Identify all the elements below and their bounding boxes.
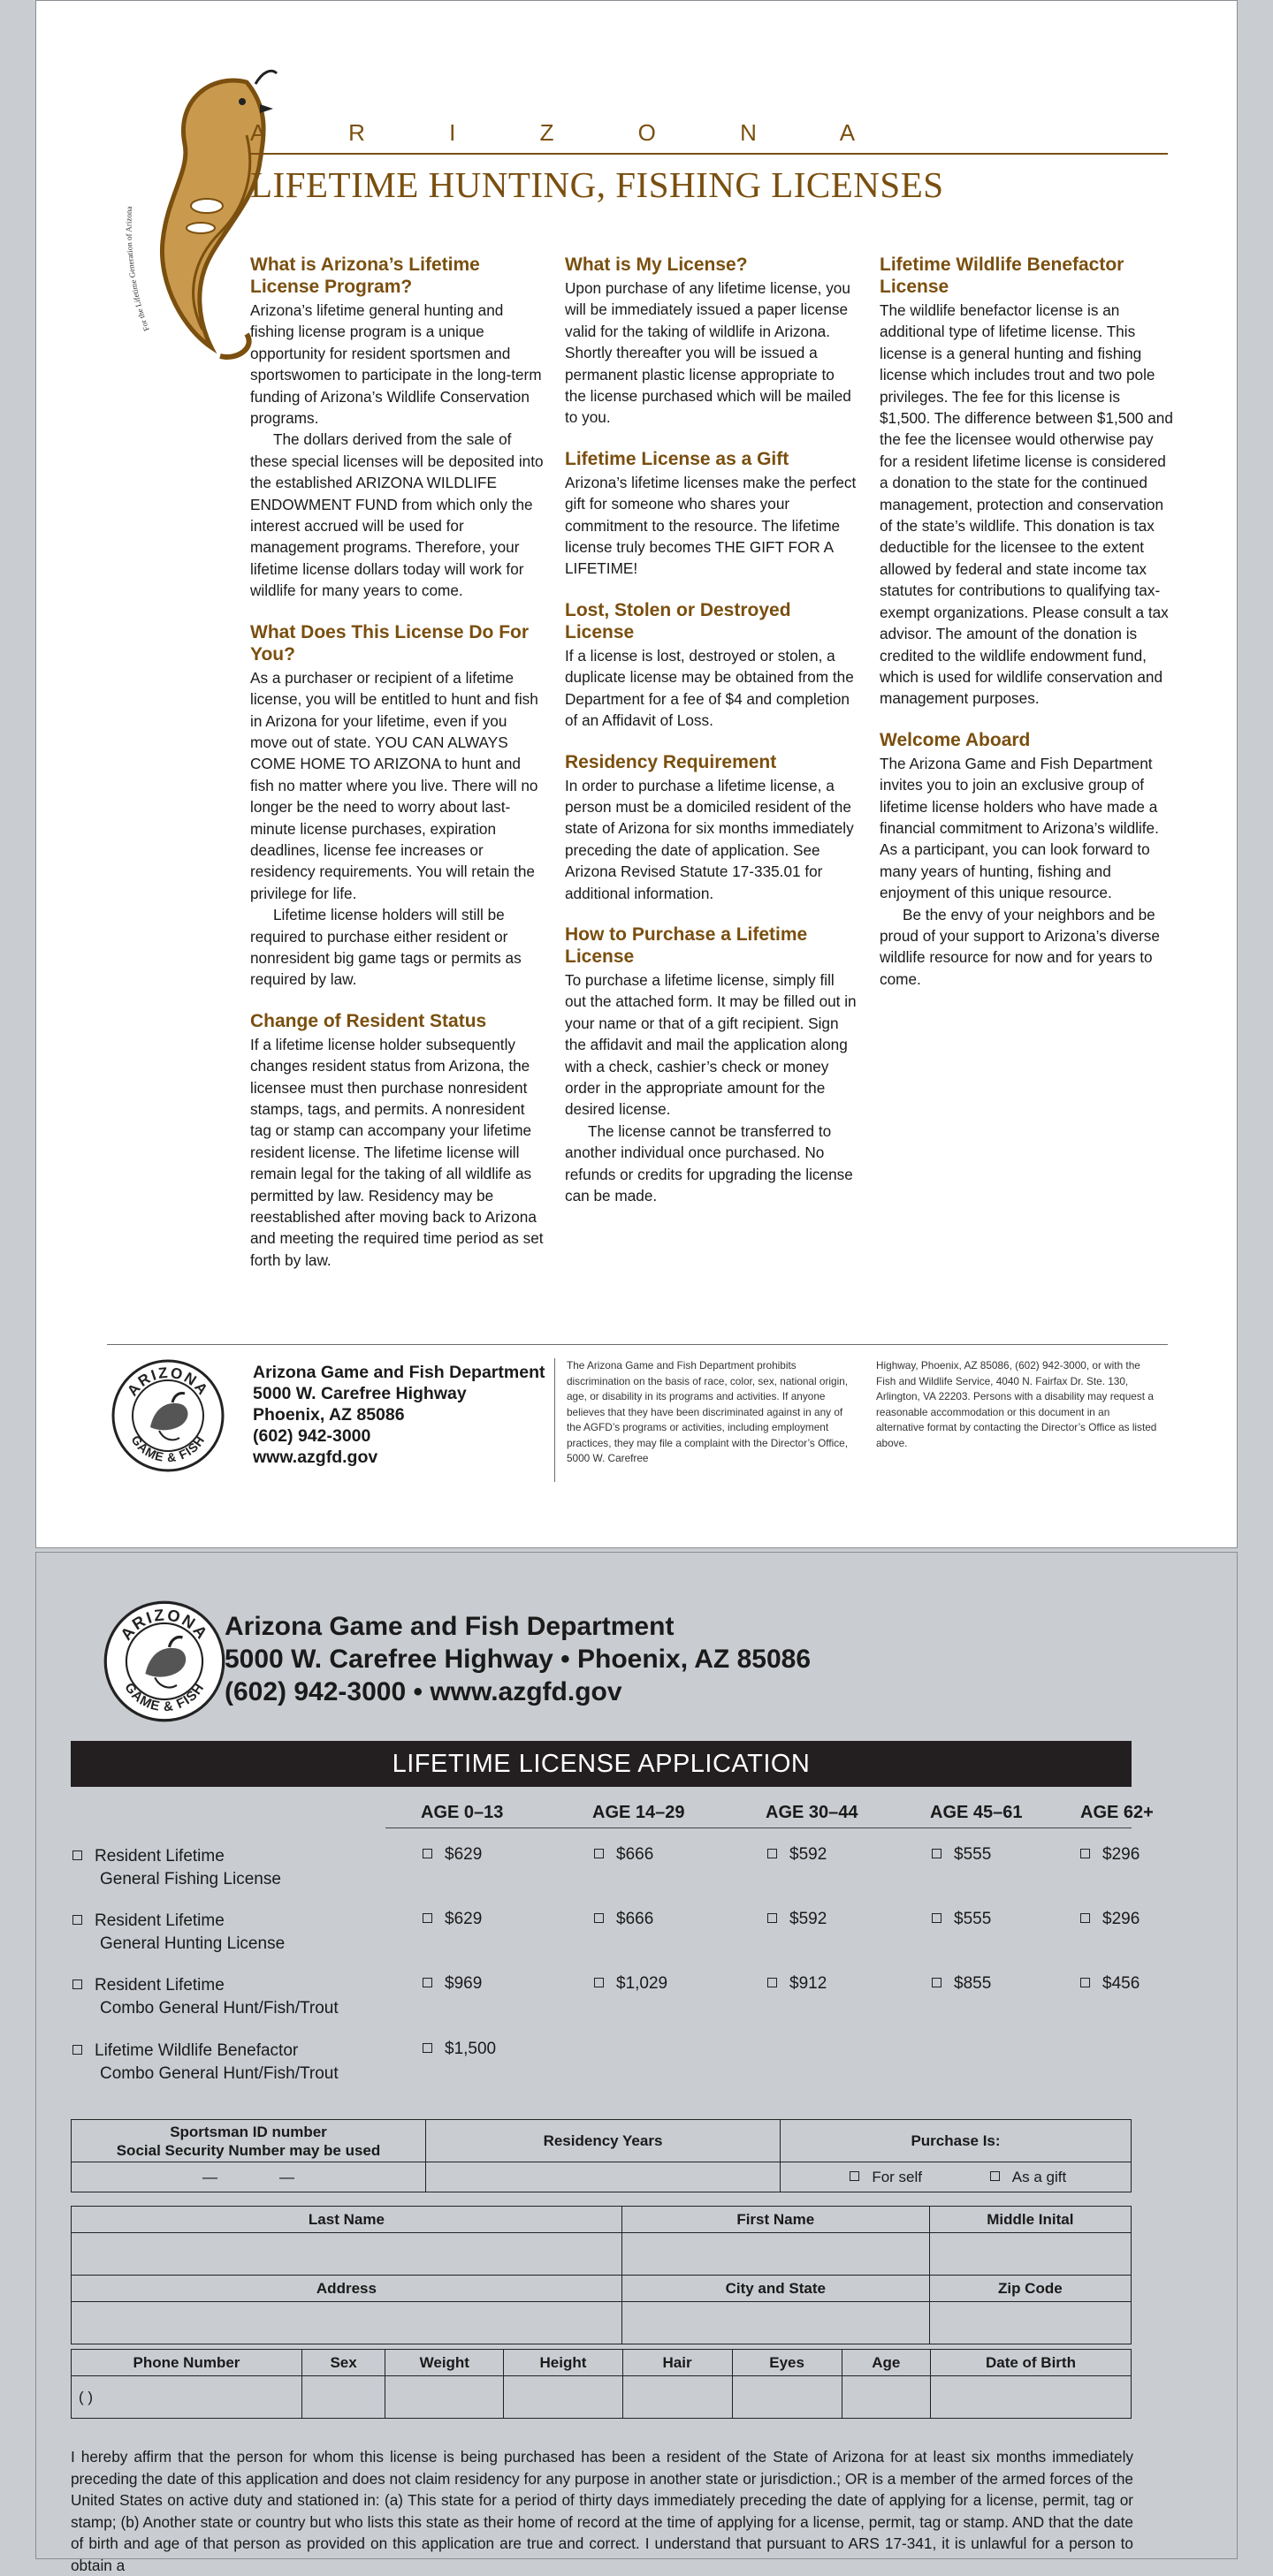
as-gift-option[interactable]: As a gift: [926, 2162, 1132, 2192]
paragraph: The license cannot be transferred to another individual once purchased. No refunds or credits for upgrading the license can be made.: [565, 1121, 853, 1204]
first-name-label: First Name: [621, 2207, 929, 2233]
price-option[interactable]: $296: [1080, 1845, 1140, 1865]
street-address: 5000 W. Carefree Highway: [253, 1384, 467, 1403]
section: [565, 448, 858, 580]
price-option[interactable]: $456: [1080, 1974, 1140, 1994]
price-option[interactable]: $666: [594, 1910, 653, 1929]
phone-field[interactable]: ( ): [72, 2376, 302, 2419]
price-option[interactable]: $592: [767, 1910, 827, 1929]
section-heading: Lifetime License as a Gift: [565, 448, 789, 469]
price-option[interactable]: $296: [1080, 1910, 1140, 1929]
section: [880, 729, 1173, 990]
middle-initial-label: Middle Inital: [929, 2207, 1131, 2233]
affirmation-text: I hereby affirm that the person for whom this license is being purchased has been a resident of the State of Arizona for at least six months immediately preceding the date of this application and does not claim residency for any purpose in another state or jurisdiction.; OR is a member of the armed forces of the United States on active duty and stationed in: (a) This state for a period of thirty days immediately preceding the date of applying for a license, permit, tag or stamp; (b) Another state or country but who lists this state as their home of record at the time of applying for a license, permit, tag or stamp. AND that the date of birth and age of that person as provided on this application are true and correct. I understand that pursuant to ARS 17-341, it is unlawful for a person to obtain a: [71, 2448, 1133, 2574]
price-option[interactable]: $912: [767, 1974, 827, 1994]
paragraph: If a lifetime license holder subsequently changes resident status from Arizona, the licensee must then purchase nonresident stamps, tags, and permits. A nonresident tag or stamp can accompany your lifetime resident license. The lifetime license will remain legal for the taking of all wildlife as permitted by law. Residency may be reestablished after moving back to Arizona and meeting the required time period as set forth by law.: [250, 1035, 544, 1269]
section: [565, 599, 858, 732]
paragraph: In order to purchase a lifetime license, a person must be a domiciled resident of the state of Arizona for six months immediately preceding the date of application. See Arizona Revised Statute 17-335.01 for additional information.: [565, 776, 854, 902]
zip-code-field[interactable]: [929, 2302, 1131, 2344]
age-header-30-44: AGE 30–44: [766, 1803, 858, 1822]
paragraph: Arizona’s lifetime general hunting and fishing license program is a unique opportunity for resident sportsmen and sportswomen to participate in the long-term funding of Arizona’s Wildlife Conservation programs.: [250, 301, 542, 428]
dob-label: Date of Birth: [930, 2350, 1131, 2376]
paragraph: The dollars derived from the sale of these special licenses will be deposited into the established ARIZONA WILDLIFE ENDOWMENT FUND from which only the interest accrued will be used for management programs. Therefore, your lifetime license dollars today will work for wildlife for many years to come.: [250, 430, 544, 600]
sportsman-id-label: Sportsman ID number Social Security Number may be used: [72, 2120, 426, 2162]
section-heading: Welcome Aboard: [880, 729, 1031, 750]
middle-initial-field[interactable]: [929, 2233, 1131, 2276]
section: [250, 254, 544, 602]
price-option[interactable]: $629: [423, 1845, 482, 1865]
price-option[interactable]: $555: [932, 1910, 991, 1929]
sportsman-id-field[interactable]: — —: [72, 2162, 426, 2192]
license-name: Lifetime Wildlife Benefactor: [95, 2041, 299, 2060]
section-heading: What Does This License Do For You?: [250, 621, 530, 665]
license-subname: General Fishing License: [100, 1870, 281, 1888]
residency-years-label: Residency Years: [426, 2120, 781, 2162]
hair-label: Hair: [622, 2350, 732, 2376]
brochure-page: [35, 0, 1238, 1548]
column-2: [565, 254, 858, 1226]
application-form-top: [71, 2119, 1132, 2192]
age-header-62-plus: AGE 62+: [1080, 1803, 1154, 1822]
price-option[interactable]: $969: [423, 1974, 482, 1994]
price-option[interactable]: $629: [423, 1910, 482, 1929]
title-divider: [250, 153, 1168, 155]
section: [565, 254, 858, 429]
sex-field[interactable]: [301, 2376, 385, 2419]
paragraph: The wildlife benefactor license is an additional type of lifetime license. This license is a general hunting and fishing license which includes trout and two pole privileges. The fee for this license is $1,500. The difference between $1,500 and the fee the licensee would otherwise pay for a resident lifetime license is considered a donation to the state for the continued management, protection and conservation of the state’s wildlife. This donation is tax deductible for the licensee to the extent allowed by federal and state income tax statutes for contributions to qualifying tax-exempt organizations. Please consult a tax advisor. The amount of the donation is credited to the wildlife endowment fund, which is used for wildlife conservation and management purposes.: [880, 301, 1173, 708]
age-header-14-29: AGE 14–29: [592, 1803, 685, 1822]
license-subname: Combo General Hunt/Fish/Trout: [100, 2064, 339, 2083]
height-label: Height: [504, 2350, 622, 2376]
paragraph: Be the envy of your neighbors and be proud of your support to Arizona’s diverse wildlife resource for now and for years to come.: [880, 905, 1160, 988]
section: [565, 751, 858, 904]
application-header-address: [225, 1610, 811, 1708]
section-heading: What is Arizona’s Lifetime License Program?: [250, 255, 480, 297]
checkbox[interactable]: [72, 1850, 82, 1860]
phone-website: (602) 942-3000 • www.azgfd.gov: [225, 1677, 622, 1706]
svg-text:For the Lifetime Generation of: For the Lifetime Generation of Arizona: [124, 206, 151, 333]
application-form-name: [71, 2206, 1132, 2344]
column-1: [250, 254, 544, 1290]
section-heading: Change of Resident Status: [250, 1010, 487, 1031]
section: [880, 254, 1173, 710]
paragraph: The Arizona Game and Fish Department invites you to join an exclusive group of lifetime license holders who have made a financial commitment to Arizona’s wildlife. As a participant, you can look forward to many years of hunting, fishing and enjoyment of this unique resource.: [880, 754, 1159, 902]
residency-years-field[interactable]: [426, 2162, 781, 2192]
first-name-field[interactable]: [621, 2233, 929, 2276]
license-option-hunting[interactable]: [72, 1910, 285, 1956]
eyes-field[interactable]: [732, 2376, 842, 2419]
license-subname: Combo General Hunt/Fish/Trout: [100, 1999, 339, 2017]
dob-field[interactable]: [930, 2376, 1131, 2419]
svg-text:GAME & FISH: GAME & FISH: [121, 1680, 208, 1715]
license-name: Resident Lifetime: [95, 1976, 225, 1995]
section-heading: Lifetime Wildlife Benefactor License: [880, 255, 1124, 297]
column-3: [880, 254, 1173, 1009]
phone-label: Phone Number: [72, 2350, 302, 2376]
last-name-label: Last Name: [72, 2207, 622, 2233]
address-label: Address: [72, 2276, 622, 2302]
arizona-wordmark: A R I Z O N A: [250, 119, 895, 146]
page-title: LIFETIME HUNTING, FISHING LICENSES: [250, 164, 944, 205]
license-option-combo[interactable]: [72, 1974, 339, 2020]
section-heading: What is My License?: [565, 255, 748, 275]
age-header-45-61: AGE 45–61: [930, 1803, 1023, 1822]
eyes-label: Eyes: [732, 2350, 842, 2376]
zip-code-label: Zip Code: [929, 2276, 1131, 2302]
license-subname: General Hunting License: [100, 1934, 286, 1953]
phone-number: (602) 942-3000: [253, 1426, 371, 1446]
website-link[interactable]: www.azgfd.gov: [253, 1448, 378, 1467]
price-option[interactable]: $1,500: [423, 2040, 496, 2059]
age-field[interactable]: [842, 2376, 930, 2419]
org-name: Arizona Game and Fish Department: [225, 1612, 675, 1641]
address-field[interactable]: [72, 2302, 622, 2344]
price-option[interactable]: $855: [932, 1974, 991, 1994]
paragraph: As a purchaser or recipient of a lifetime license, you will be entitled to hunt and fish in Arizona for your lifetime, even if you move out of state. YOU CAN ALWAYS COME HOME TO ARIZONA to hunt and fish no matter where you live. There will no longer be the need to worry about last-minute license purchases, expiration deadlines, license fee increases or residency requirements. You will retain the privilege for life.: [250, 668, 538, 902]
nondiscrimination-notice-cont: Highway, Phoenix, AZ 85086, (602) 942-3000, or with the Fish and Wildlife Service, 4040 N. Fairfax Dr. Ste. 130, Arlington, VA 22203. Persons with a disability may request a reasonable accommodation or this document in an alternative format by contacting the Director’s Office as listed above.: [876, 1359, 1157, 1449]
application-title: LIFETIME LICENSE APPLICATION: [71, 1741, 1132, 1787]
sex-label: Sex: [301, 2350, 385, 2376]
weight-label: Weight: [385, 2350, 504, 2376]
paragraph: To purchase a lifetime license, simply fill out the attached form. It may be filled out in your name or that of a gift recipient. Sign the affidavit and mail the application along with a check, cashier’s check or money order in the appropriate amount for the desired license.: [565, 970, 857, 1119]
section: [565, 923, 858, 1206]
checkbox[interactable]: [72, 1979, 82, 1989]
section-heading: Lost, Stolen or Destroyed License: [565, 599, 791, 642]
application-form-physical: [71, 2349, 1132, 2419]
nondiscrimination-notice: The Arizona Game and Fish Department prohibits discrimination on the basis of race, color, sex, national origin, age, or disability in its programs and activities. If anyone believes that they have been discriminated against in any of the AGFD’s programs or activities, including employment practices, they may file a complaint with the Director’s Office, 5000 W. Carefree: [567, 1359, 849, 1464]
license-name: Resident Lifetime: [95, 1911, 225, 1930]
footer-vertical-divider: [554, 1358, 555, 1482]
section-heading: Residency Requirement: [565, 751, 777, 772]
city-state-label: City and State: [621, 2276, 929, 2302]
paragraph: Upon purchase of any lifetime license, you will be immediately issued a paper license valid for the taking of wildlife in Arizona. Shortly thereafter you will be issued a permanent plastic license appropriate to the license purchased which will be mailed to you.: [565, 279, 851, 427]
city-state-field[interactable]: [621, 2302, 929, 2344]
last-name-field[interactable]: [72, 2233, 622, 2276]
checkbox[interactable]: [72, 1915, 82, 1925]
height-field[interactable]: [504, 2376, 622, 2419]
license-name: Resident Lifetime: [95, 1847, 225, 1866]
for-self-option[interactable]: For self: [781, 2162, 926, 2192]
price-option[interactable]: $1,029: [594, 1974, 667, 1994]
agfd-seal-icon: [111, 1358, 225, 1473]
price-option[interactable]: $555: [932, 1845, 991, 1865]
svg-text:ARIZONA: ARIZONA: [124, 1364, 212, 1400]
city-zip: Phoenix, AZ 85086: [253, 1405, 405, 1425]
age-header-0-13: AGE 0–13: [421, 1803, 504, 1822]
purchase-is-label: Purchase Is:: [781, 2120, 1132, 2162]
street-address: 5000 W. Carefree Highway • Phoenix, AZ 85086: [225, 1645, 812, 1674]
price-option[interactable]: $666: [594, 1845, 653, 1865]
license-option-fishing[interactable]: [72, 1845, 281, 1891]
svg-text:ARIZONA: ARIZONA: [116, 1605, 213, 1644]
section: [250, 1010, 544, 1271]
footer-address: [253, 1362, 545, 1468]
weight-field[interactable]: [385, 2376, 504, 2419]
svg-text:GAME & FISH: GAME & FISH: [128, 1432, 208, 1465]
license-option-benefactor[interactable]: [72, 2040, 339, 2086]
price-option[interactable]: $592: [767, 1845, 827, 1865]
footer-divider: [107, 1344, 1168, 1345]
checkbox[interactable]: [72, 2045, 82, 2055]
section: [250, 621, 544, 991]
section-heading: How to Purchase a Lifetime License: [565, 923, 808, 967]
hair-field[interactable]: [622, 2376, 732, 2419]
paragraph: Arizona’s lifetime licenses make the perfect gift for someone who shares your commitment to the resource. The lifetime license truly becomes THE GIFT FOR A LIFETIME!: [565, 473, 857, 578]
org-name: Arizona Game and Fish Department: [253, 1363, 545, 1382]
paragraph: If a license is lost, destroyed or stolen, a duplicate license may be obtained from the Department for a fee of $4 and completion of an Affidavit of Loss.: [565, 646, 854, 730]
paragraph: Lifetime license holders will still be required to purchase either resident or nonresident big game tags or permits as required by law.: [250, 906, 522, 989]
age-label: Age: [842, 2350, 930, 2376]
